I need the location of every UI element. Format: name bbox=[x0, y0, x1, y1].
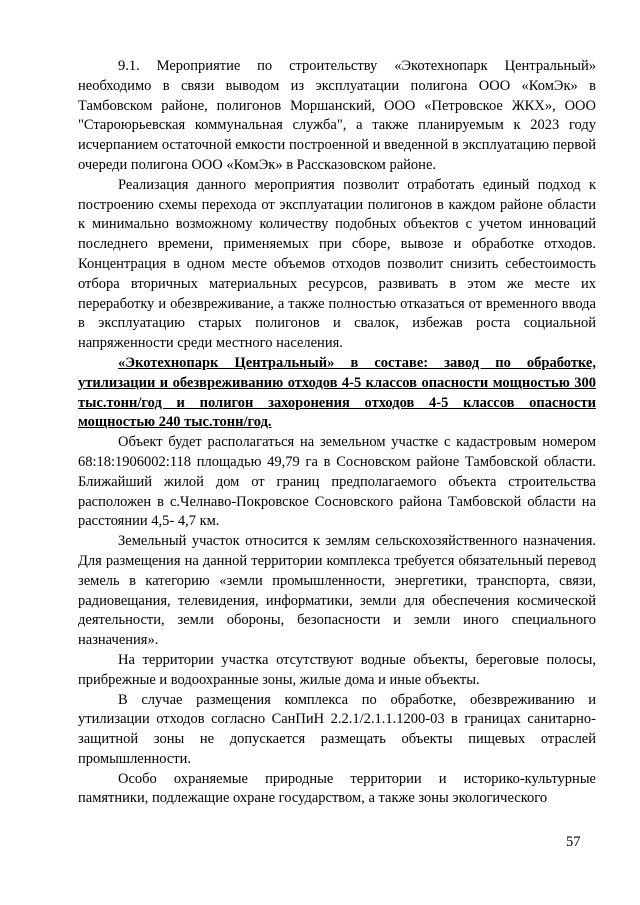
paragraph-protected-areas: Особо охраняемые природные территории и историко-культурные памятники, подлежащие охране государством, а также зоны экологического bbox=[78, 770, 596, 807]
section-heading: «Экотехнопарк Центральный» в составе: завод по обработке, утилизации и обезвреживанию отходов 4-5 классов опасности мощностью 300 тыс.тонн/год и полигон захоронения отходов 4-5 классов опасности мощностью 240 тыс.тонн/год. bbox=[78, 354, 596, 431]
paragraph-location: Объект будет располагаться на земельном участке с кадастровым номером 68:18:1906002:118 площадью 49,79 га в Сосновском районе Тамбовской области. Ближайший жилой дом от границ предполагаемого объекта строительства расположен в с.Челнаво-Покровское Сосновского района Тамбовской области на расстоянии 4,5- 4,7 км. bbox=[78, 434, 596, 530]
page-number: 57 bbox=[566, 834, 581, 850]
page-body bbox=[78, 57, 596, 809]
paragraph-water-objects: На территории участка отсутствуют водные объекты, береговые полосы, прибрежные и водоохранные зоны, жилые дома и иные объекты. bbox=[78, 651, 596, 688]
paragraph-9-1: 9.1. Мероприятие по строительству «Экотехнопарк Центральный» необходимо в связи выводом из эксплуатации полигона ООО «КомЭк» в Тамбовском районе, полигонов Моршанский, ООО «Петровское ЖКХ», ООО "Староюрьевская коммунальная служба", а также планируемым к 2023 году исчерпанием остаточной емкости построенной и введенной в эксплуатацию первой очереди полигона ООО «КомЭк» в Рассказовском районе. bbox=[78, 58, 596, 173]
paragraph-implementation: Реализация данного мероприятия позволит отработать единый подход к построению схемы перехода от эксплуатации полигонов в каждом районе области к минимально возможному количеству подобных объектов с учетом инноваций последнего времени, применяемых при сборе, вывозе и обработке отходов. Концентрация в одном месте объемов отходов позволит снизить себестоимость отбора вторичных материальных ресурсов, развивать в этом же месте их переработку и обезвреживание, а также полностью отказаться от временного ввода в эксплуатацию старых полигонов и свалок, избежав роста социальной напряженности среди местного населения. bbox=[78, 176, 596, 352]
paragraph-sanitary-zone: В случае размещения комплекса по обработке, обезвреживанию и утилизации отходов согласно СанПиН 2.2.1/2.1.1.1200-03 в границах санитарно-защитной зоны не допускается размещать объекты пищевых отраслей промышленности. bbox=[78, 691, 596, 767]
paragraph-land-category: Земельный участок относится к землям сельскохозяйственного назначения. Для размещения на данной территории комплекса требуется обязательный перевод земель в категорию «земли промышленности, энергетики, транспорта, связи, радиовещания, телевидения, информатики, земли для обеспечения космической деятельности, земли обороны, безопасности и земли иного специального назначения». bbox=[78, 533, 596, 649]
